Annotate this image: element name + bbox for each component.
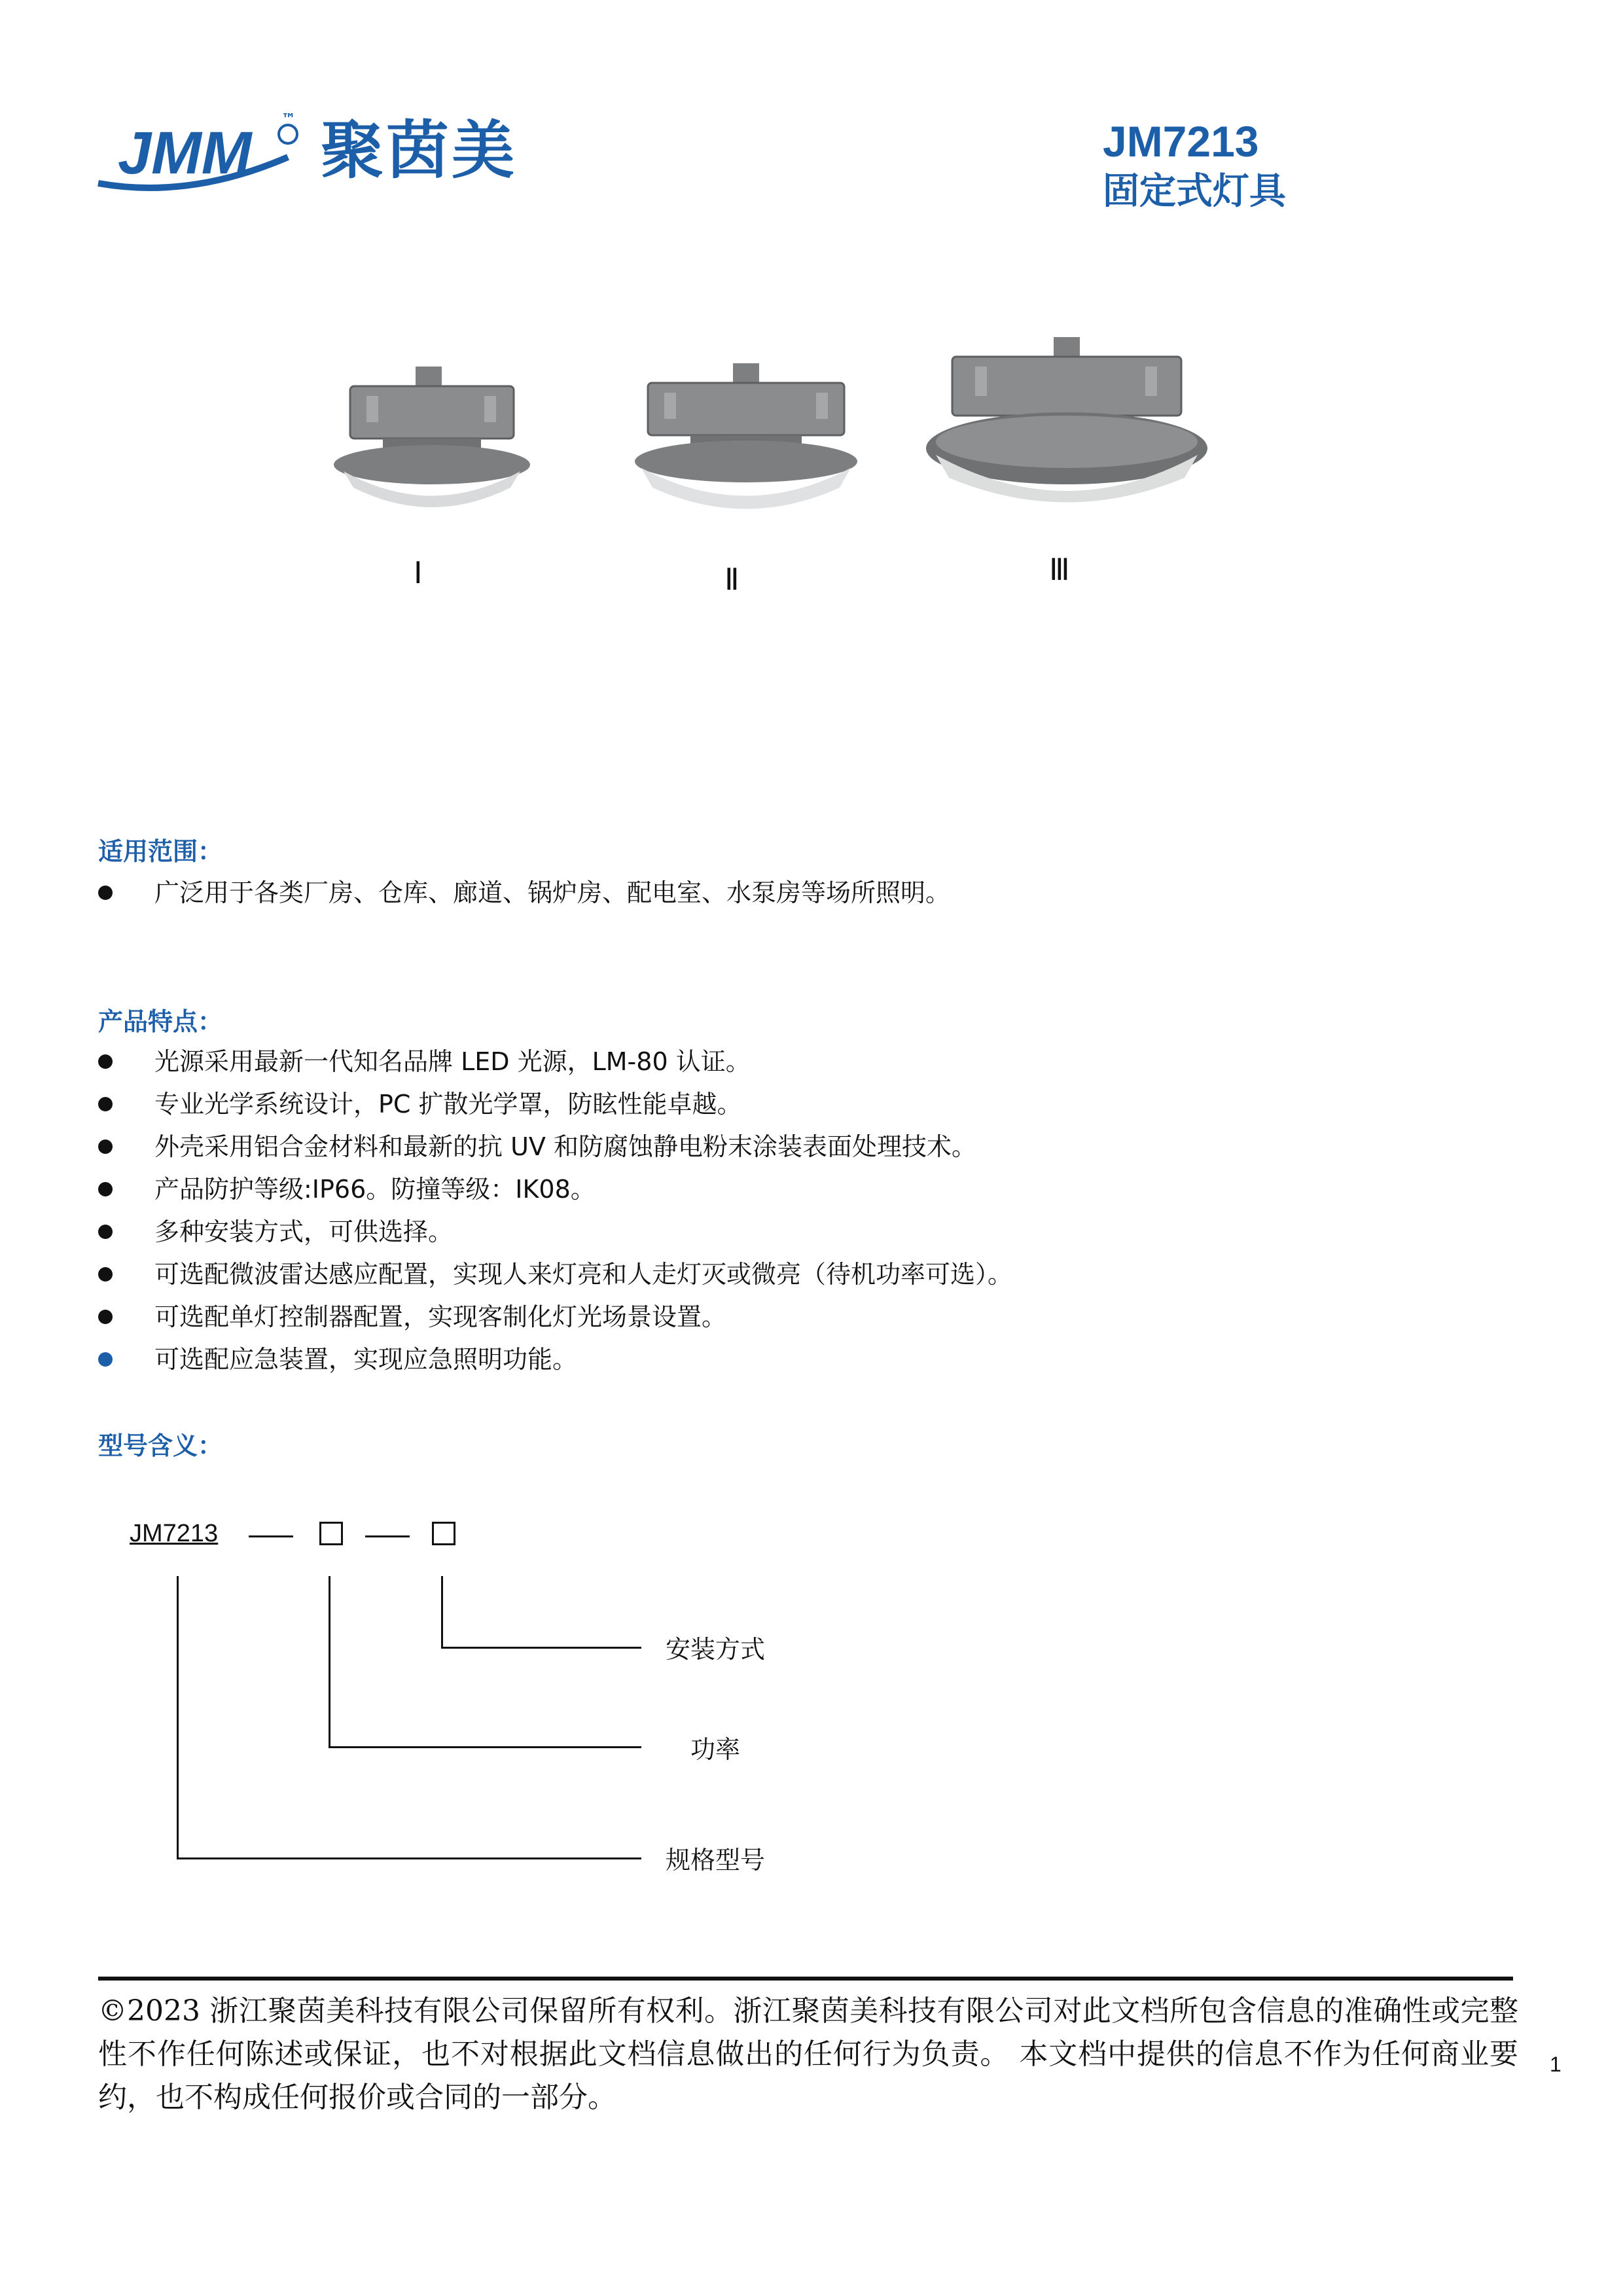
connector-line (441, 1647, 641, 1649)
product-type-subtitle: 固定式灯具 (1103, 170, 1286, 213)
scope-item-text: 广泛用于各类厂房、仓库、廊道、锅炉房、配电室、水泵房等场所照明。 (154, 878, 951, 907)
connector-line (177, 1857, 641, 1859)
connector-line (177, 1576, 179, 1859)
variant-label-1: Ⅰ (414, 556, 423, 590)
feature-item-text: 多种安装方式，可供选择。 (154, 1217, 454, 1246)
variant-label-2: Ⅱ (724, 563, 740, 596)
connector-line (441, 1576, 443, 1648)
footer-divider (98, 1977, 1513, 1981)
list-item (98, 1085, 1342, 1124)
dash-separator (365, 1535, 410, 1537)
copyright-notice: ©2023 浙江聚茵美科技有限公司保留所有权利。浙江聚茵美科技有限公司对此文档所包含信息的准确性或完整性不作任何陈述或保证，也不对根据此文档信息做出的任何行为负责。 本文档中提供的信息不作为任何商业要约，也不构成任何报价或合同的一部分。 (98, 1994, 1518, 2114)
variant-label-3: Ⅲ (1049, 553, 1070, 586)
feature-item-text: 光源采用最新一代知名品牌 LED 光源，LM-80 认证。 (154, 1047, 751, 1076)
logo-chinese-name: 聚茵美 (321, 114, 517, 187)
power-placeholder-box (319, 1522, 343, 1545)
bullet-icon (98, 1225, 113, 1239)
bullet-icon (98, 1054, 113, 1069)
feature-item-text: 专业光学系统设计，PC 扩散光学罩，防眩性能卓越。 (154, 1090, 742, 1119)
list-item (98, 1213, 1342, 1252)
jmm-logo-icon (92, 111, 308, 203)
feature-item-text: 可选配微波雷达感应配置，实现人来灯亮和人走灯灭或微亮（待机功率可选）。 (154, 1260, 1013, 1289)
list-item (98, 874, 1342, 913)
power-label: 功率 (690, 1735, 741, 1764)
bullet-icon (98, 1097, 113, 1111)
spec-model-label: 规格型号 (666, 1846, 766, 1874)
bullet-icon (98, 886, 113, 900)
trademark-symbol: ™ (281, 111, 296, 128)
lamp-image-1 (330, 367, 533, 526)
model-meaning-section-title: 型号含义： (98, 1431, 223, 1460)
connector-line (329, 1746, 641, 1748)
dash-separator (249, 1535, 293, 1537)
features-section-title: 产品特点： (98, 1007, 223, 1036)
list-item (98, 1340, 1342, 1380)
logo-text: JMM (118, 120, 252, 187)
model-number-title: JM7213 (1103, 117, 1259, 166)
scope-section-title: 适用范围： (98, 837, 223, 866)
connector-line (329, 1576, 330, 1748)
page-number: 1 (1550, 2053, 1561, 2076)
list-item (98, 1043, 1342, 1082)
list-item (98, 1255, 1342, 1295)
bullet-icon (98, 1352, 113, 1367)
bullet-icon (98, 1310, 113, 1324)
list-item (98, 1298, 1342, 1337)
feature-item-text: 产品防护等级:IP66。防撞等级：IK08。 (154, 1175, 596, 1204)
install-method-label: 安装方式 (666, 1635, 766, 1664)
lamp-image-2 (632, 363, 861, 529)
lamp-image-3 (923, 337, 1211, 523)
bullet-icon (98, 1267, 113, 1282)
feature-item-text: 可选配单灯控制器配置，实现客制化灯光场景设置。 (154, 1302, 727, 1331)
feature-item-text: 可选配应急装置，实现应急照明功能。 (154, 1345, 578, 1374)
bullet-icon (98, 1139, 113, 1154)
feature-item-text: 外壳采用铝合金材料和最新的抗 UV 和防腐蚀静电粉末涂装表面处理技术。 (154, 1132, 976, 1161)
list-item (98, 1128, 1342, 1167)
list-item (98, 1170, 1342, 1210)
model-code: JM7213 (130, 1520, 219, 1547)
install-placeholder-box (432, 1522, 455, 1545)
bullet-icon (98, 1182, 113, 1196)
